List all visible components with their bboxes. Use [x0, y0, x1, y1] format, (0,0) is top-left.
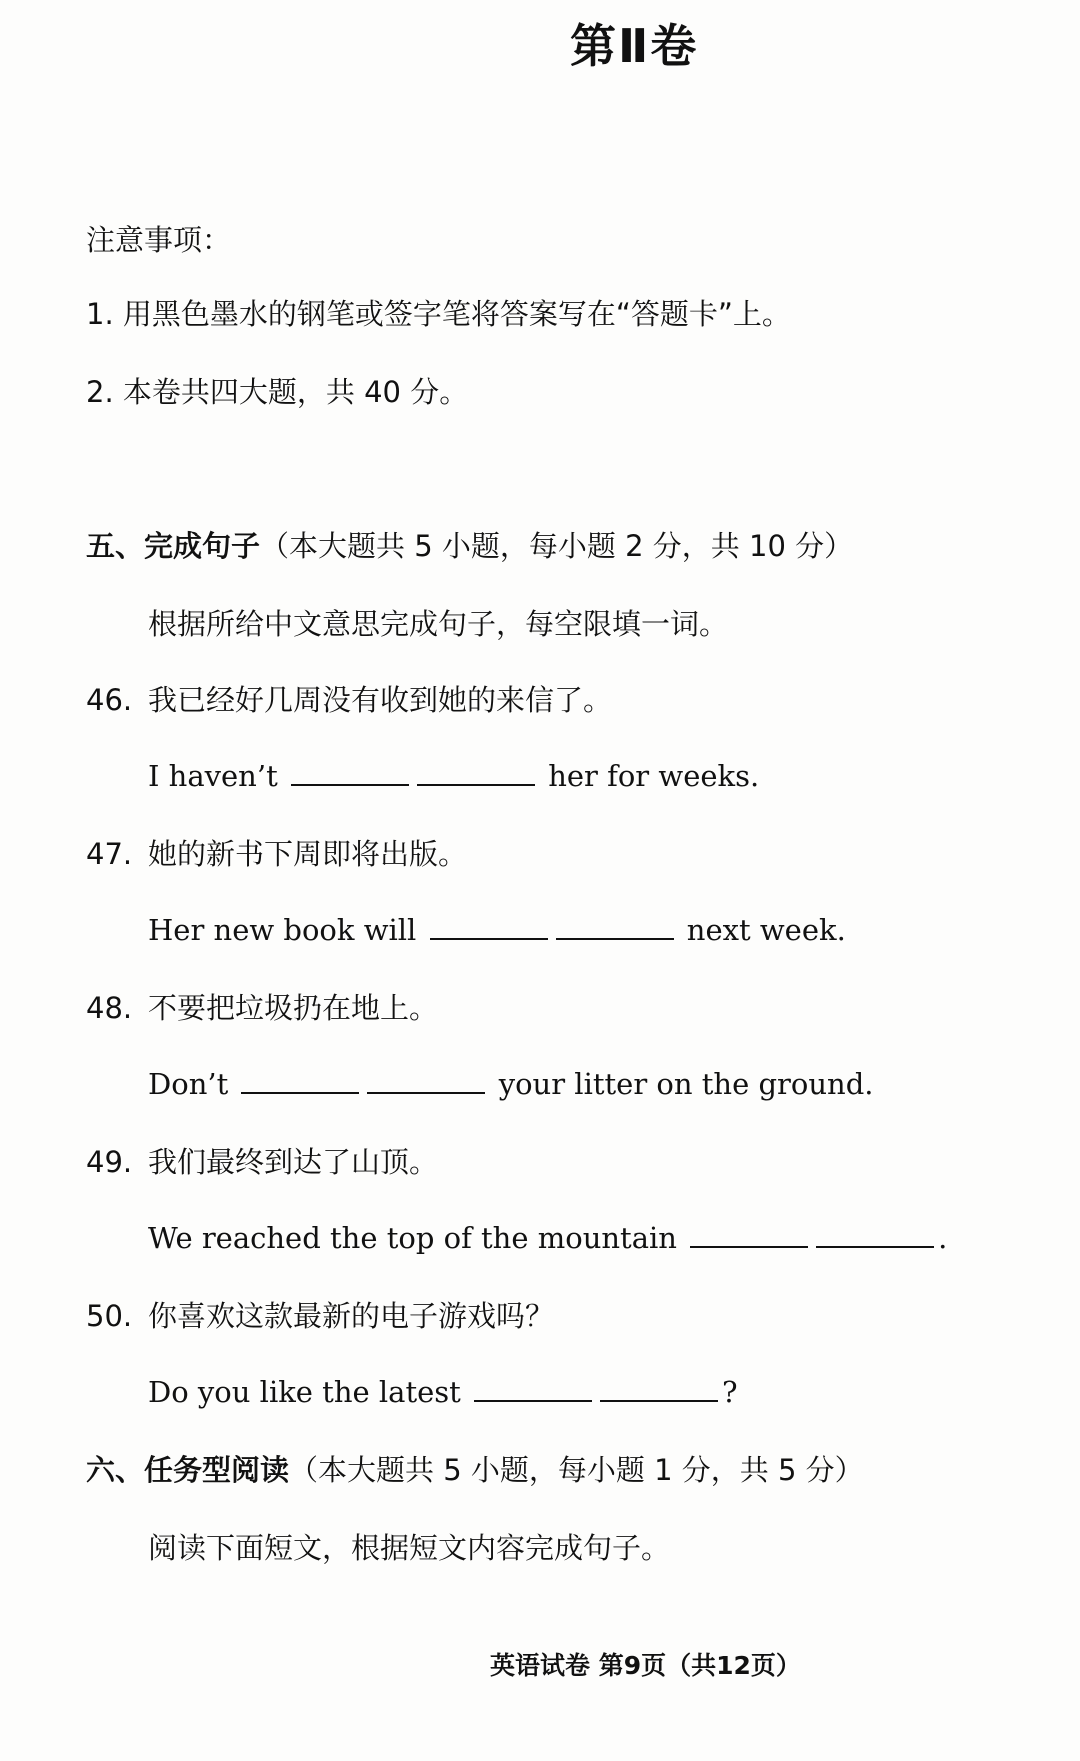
page-footer: 英语试卷 第9页（共12页）	[490, 1651, 801, 1680]
question-49-chinese	[86, 1145, 439, 1179]
question-prompt: 不要把垃圾扔在地上。	[148, 991, 439, 1025]
question-prompt: 我们最终到达了山顶。	[148, 1145, 439, 1179]
sentence-after: ?	[722, 1375, 738, 1409]
sentence-after: next week.	[686, 913, 846, 947]
question-number: 47.	[86, 837, 133, 871]
question-number: 48.	[86, 991, 133, 1025]
question-46-english	[148, 759, 760, 793]
question-prompt: 我已经好几周没有收到她的来信了。	[148, 683, 613, 717]
question-number: 49.	[86, 1145, 133, 1179]
answer-blank-2[interactable]	[417, 762, 535, 786]
answer-blank-2[interactable]	[600, 1378, 718, 1402]
question-48-english	[148, 1067, 874, 1101]
notice-item-1: 1. 用黑色墨水的钢笔或签字笔将答案写在“答题卡”上。	[86, 297, 791, 331]
answer-blank-2[interactable]	[367, 1070, 485, 1094]
sentence-after: .	[938, 1221, 948, 1255]
section-5-title: 五、完成句子	[86, 529, 261, 563]
question-prompt: 你喜欢这款最新的电子游戏吗？	[148, 1299, 555, 1333]
question-49-english	[148, 1221, 948, 1255]
sentence-after: your litter on the ground.	[498, 1067, 874, 1101]
question-47-english	[148, 913, 846, 947]
question-50-chinese	[86, 1299, 555, 1333]
answer-blank-1[interactable]	[430, 916, 548, 940]
question-number: 46.	[86, 683, 133, 717]
answer-blank-1[interactable]	[474, 1378, 592, 1402]
volume-title: 第Ⅱ卷	[570, 19, 699, 73]
answer-blank-1[interactable]	[241, 1070, 359, 1094]
question-50-english	[148, 1375, 738, 1409]
question-46-chinese	[86, 683, 613, 717]
section-6-instruction: 阅读下面短文，根据短文内容完成句子。	[148, 1531, 671, 1565]
answer-blank-2[interactable]	[816, 1224, 934, 1248]
section-5-heading	[86, 529, 854, 563]
answer-blank-1[interactable]	[690, 1224, 808, 1248]
section-6-title: 六、任务型阅读	[86, 1453, 290, 1487]
sentence-before: We reached the top of the mountain	[148, 1221, 677, 1255]
sentence-after: her for weeks.	[548, 759, 760, 793]
answer-blank-1[interactable]	[291, 762, 409, 786]
answer-blank-2[interactable]	[556, 916, 674, 940]
section-5-instruction: 根据所给中文意思完成句子，每空限填一词。	[148, 607, 729, 641]
sentence-before: Her new book will	[148, 913, 417, 947]
notice-item-2: 2. 本卷共四大题，共 40 分。	[86, 375, 469, 409]
question-47-chinese	[86, 837, 468, 871]
question-48-chinese	[86, 991, 439, 1025]
section-6-heading	[86, 1453, 864, 1487]
sentence-before: I haven’t	[148, 759, 278, 793]
section-5-note: （本大题共 5 小题，每小题 2 分，共 10 分）	[260, 529, 854, 563]
notice-heading: 注意事项：	[86, 223, 232, 257]
sentence-before: Do you like the latest	[148, 1375, 461, 1409]
question-number: 50.	[86, 1299, 133, 1333]
question-prompt: 她的新书下周即将出版。	[148, 837, 468, 871]
section-6-note: （本大题共 5 小题，每小题 1 分，共 5 分）	[289, 1453, 864, 1487]
sentence-before: Don’t	[148, 1067, 229, 1101]
